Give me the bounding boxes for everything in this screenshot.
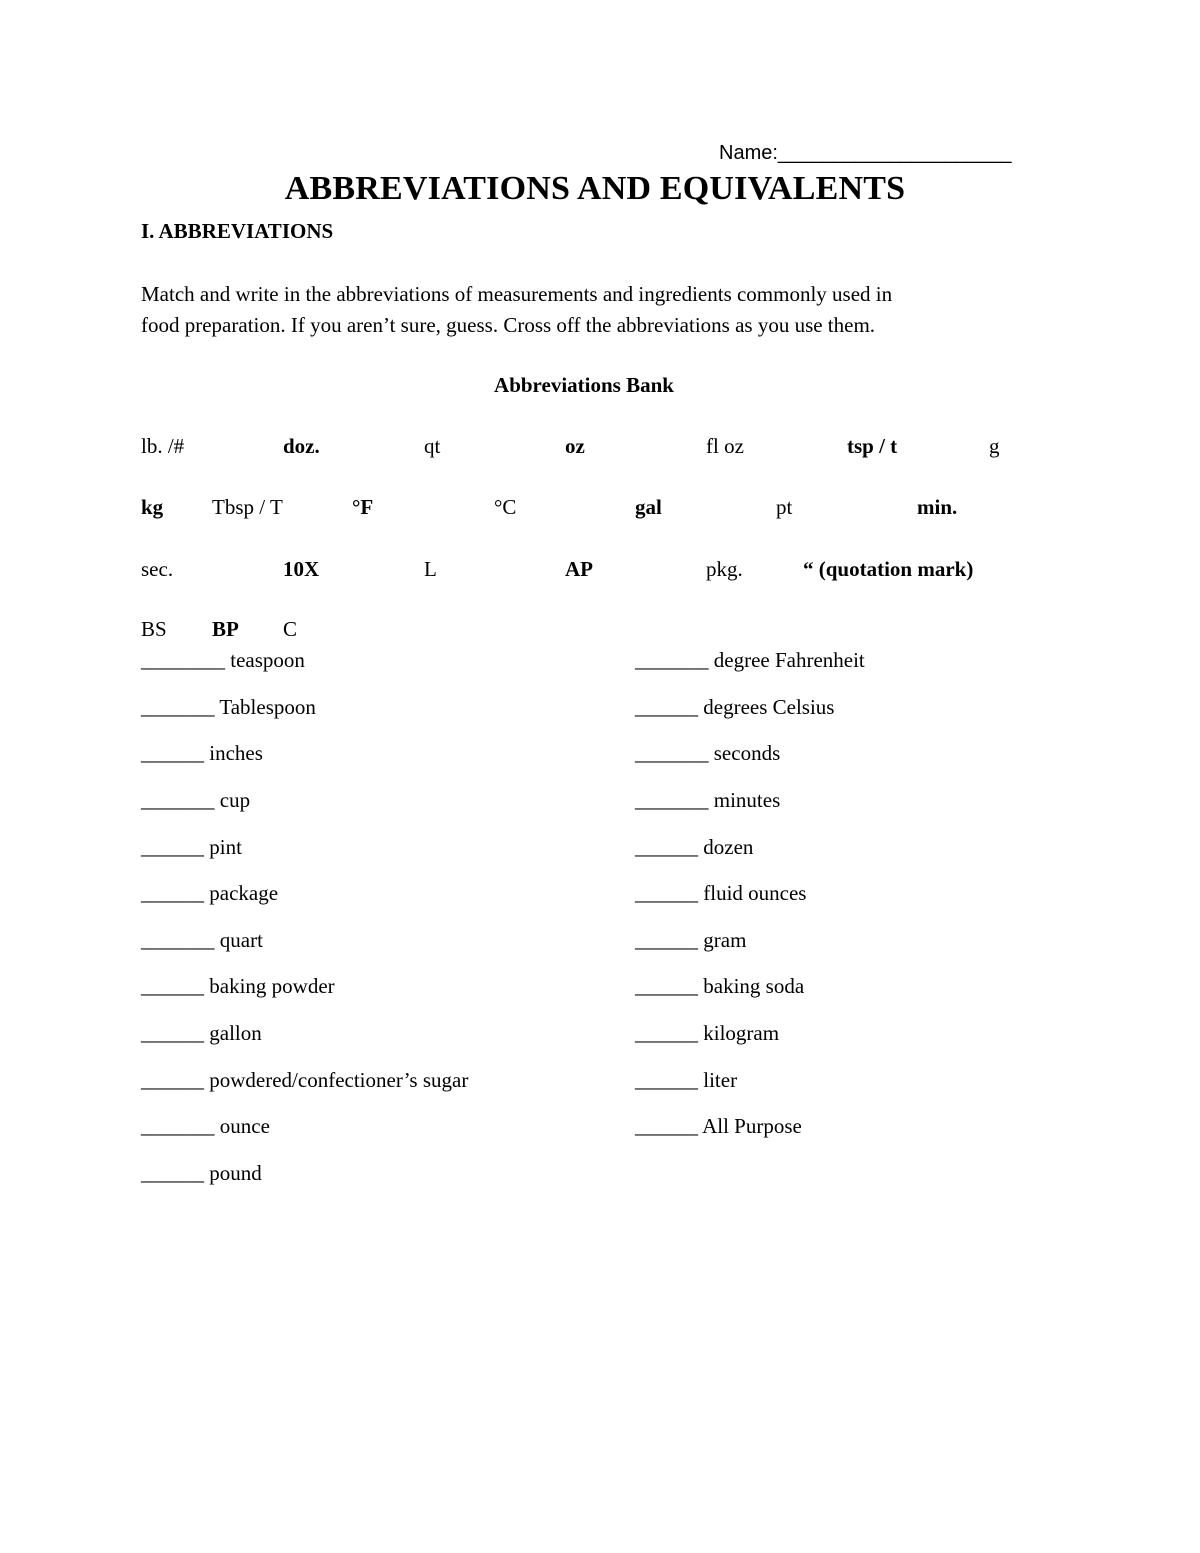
answer-blank[interactable]: ______ (141, 974, 204, 998)
answer-blank[interactable]: ______ (635, 835, 698, 859)
bank-item: BS (141, 617, 167, 641)
instructions (141, 279, 1041, 341)
answer-blank[interactable]: ______ (141, 835, 204, 859)
match-item-left (141, 974, 335, 999)
match-item-right (635, 741, 780, 766)
bank-item: AP (565, 557, 593, 581)
match-term: pound (209, 1161, 262, 1185)
bank-item: BP (212, 617, 239, 641)
match-term: quart (219, 928, 263, 952)
answer-blank[interactable]: ______ (635, 1021, 698, 1045)
match-item-left (141, 1161, 262, 1186)
bank-item: L (424, 557, 437, 581)
bank-item: gal (635, 495, 662, 519)
match-item-left (141, 1114, 270, 1139)
answer-blank[interactable]: ______ (141, 881, 204, 905)
answer-blank[interactable]: ______ (635, 1114, 698, 1138)
match-item-right (635, 788, 780, 813)
answer-blank[interactable]: ______ (635, 1068, 698, 1092)
answer-blank[interactable]: _______ (635, 648, 709, 672)
bank-item: lb. /# (141, 434, 185, 458)
match-term: degree Fahrenheit (713, 648, 865, 672)
bank-item: g (989, 434, 1000, 458)
match-item-left (141, 1021, 262, 1046)
bank-item: doz. (283, 434, 320, 458)
bank-item: min. (917, 495, 958, 519)
match-term: pint (209, 835, 242, 859)
match-term: baking soda (703, 974, 805, 998)
match-item-left (141, 928, 263, 953)
instructions-line-2: food preparation. If you aren’t sure, guess. Cross off the abbreviations as you use them. (141, 313, 876, 337)
page-title: ABBREVIATIONS AND EQUIVALENTS (284, 170, 906, 207)
answer-blank[interactable]: ______ (635, 695, 698, 719)
match-item-right (635, 1068, 737, 1093)
match-item-right (635, 928, 746, 953)
match-item-left (141, 1068, 468, 1093)
match-term: teaspoon (230, 648, 305, 672)
answer-blank[interactable]: _______ (635, 788, 709, 812)
match-term: ounce (219, 1114, 270, 1138)
match-item-right (635, 648, 865, 673)
match-item-left (141, 788, 250, 813)
match-term: powdered/confectioner’s sugar (209, 1068, 469, 1092)
match-term: minutes (713, 788, 781, 812)
bank-item: tsp / t (847, 434, 898, 458)
bank-item: °C (494, 495, 517, 519)
match-item-right (635, 1114, 802, 1139)
answer-blank[interactable]: _______ (141, 1114, 215, 1138)
match-term: All Purpose (702, 1114, 802, 1138)
answer-blank[interactable]: ______ (141, 741, 204, 765)
bank-item: qt (424, 434, 441, 458)
instructions-line-1: Match and write in the abbreviations of measurements and ingredients commonly used in (141, 282, 893, 306)
match-term: cup (219, 788, 251, 812)
bank-item: kg (141, 495, 164, 519)
bank-item: C (283, 617, 298, 641)
answer-blank[interactable]: _______ (141, 928, 215, 952)
section-heading: I. ABBREVIATIONS (141, 219, 334, 243)
match-term: package (209, 881, 279, 905)
match-term: seconds (713, 741, 781, 765)
bank-item: 10X (283, 557, 320, 581)
answer-blank[interactable]: _______ (141, 695, 215, 719)
match-term: inches (209, 741, 263, 765)
match-item-right (635, 881, 806, 906)
bank-item: fl oz (706, 434, 744, 458)
match-item-right (635, 1021, 779, 1046)
match-term: gram (703, 928, 747, 952)
bank-item: oz (565, 434, 585, 458)
bank-item: Tbsp / T (212, 495, 283, 519)
answer-blank[interactable]: ______ (635, 974, 698, 998)
bank-item: °F (352, 495, 374, 519)
answer-blank[interactable]: ________ (141, 648, 225, 672)
name-field-label: Name:_____________________ (719, 142, 1012, 164)
answer-blank[interactable]: _______ (141, 788, 215, 812)
match-term: Tablespoon (219, 695, 316, 719)
answer-blank[interactable]: ______ (141, 1068, 204, 1092)
match-term: kilogram (703, 1021, 780, 1045)
match-item-left (141, 695, 316, 720)
bank-item: sec. (141, 557, 174, 581)
answer-blank[interactable]: ______ (635, 928, 698, 952)
match-term: liter (703, 1068, 738, 1092)
answer-blank[interactable]: ______ (141, 1161, 204, 1185)
answer-blank[interactable]: ______ (141, 1021, 204, 1045)
match-term: gallon (209, 1021, 262, 1045)
match-item-left (141, 881, 278, 906)
answer-blank[interactable]: ______ (635, 881, 698, 905)
match-term: dozen (703, 835, 754, 859)
answer-blank[interactable]: _______ (635, 741, 709, 765)
bank-item: pkg. (706, 557, 743, 581)
match-term: degrees Celsius (703, 695, 835, 719)
match-item-left (141, 835, 242, 860)
match-item-left (141, 741, 263, 766)
match-item-left (141, 648, 305, 673)
match-item-right (635, 974, 804, 999)
bank-item: “ (quotation mark) (803, 557, 974, 581)
bank-item: pt (776, 495, 793, 519)
match-item-right (635, 695, 834, 720)
match-term: baking powder (209, 974, 335, 998)
match-item-right (635, 835, 753, 860)
match-term: fluid ounces (703, 881, 807, 905)
bank-title: Abbreviations Bank (494, 373, 674, 397)
